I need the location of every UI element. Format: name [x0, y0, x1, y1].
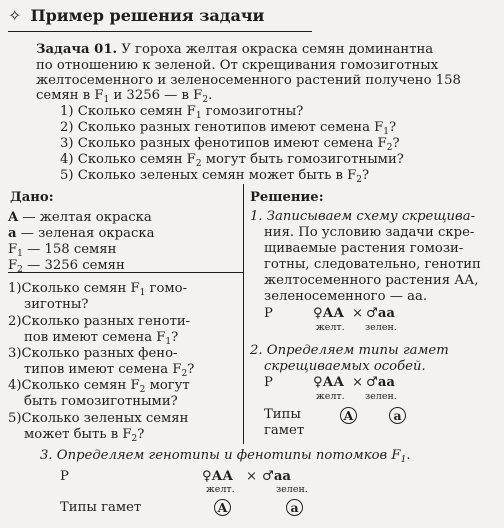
given-q-5a: 5)Сколько зеленых семян	[8, 411, 189, 426]
step1-label-yellow: желт.	[316, 322, 345, 333]
step2-gametes-label-2: гамет	[264, 423, 305, 438]
given-item-4: $F_2$ — 3256 семян	[8, 258, 125, 275]
given-q-4a: 4)Сколько семян $F_2$ могут	[8, 378, 190, 395]
task-question-2: 2) Сколько разных генотипов имеют семена $F_1$?	[60, 120, 397, 137]
task-line-4: семян в $F_1$ и 3256 — в $F_2$.	[36, 88, 213, 105]
given-q-3b: типов имеют семена $F_2$?	[24, 362, 195, 379]
task-question-1: 1) Сколько семян $F_1$ гомозиготны?	[60, 104, 304, 121]
section-header	[8, 6, 264, 25]
step1-label-green: зелен.	[365, 322, 397, 333]
given-item-2: a — зеленая окраска	[8, 226, 155, 241]
step2-p: Р	[264, 375, 273, 390]
four-point-star-icon: ✧	[8, 6, 22, 25]
step1-male: ♂аа	[366, 306, 395, 321]
step3-gamete-upper: А	[214, 497, 231, 516]
step1-line-1: 1. Записываем схему скрещива-	[250, 209, 476, 224]
step1-line-2: ния. По условию задачи скре-	[264, 225, 475, 240]
task-question-5: 5) Сколько зеленых семян может быть в $F_2$?	[60, 168, 370, 185]
task-number: Задача 01.	[36, 42, 118, 57]
step1-line-5: желтосеменного растения АА,	[264, 273, 479, 288]
task-question-3: 3) Сколько разных фенотипов имеют семена $F_2$?	[60, 136, 400, 153]
step2-label-green: зелен.	[365, 391, 397, 402]
step1-cross: ×	[352, 306, 364, 321]
step3-gamete-lower: а	[286, 497, 303, 516]
given-q-4b: быть гомозиготными?	[24, 394, 178, 409]
given-item-1: A — желтая окраска	[8, 210, 152, 225]
step1-p: Р	[264, 306, 273, 321]
given-heading: Дано:	[10, 190, 54, 205]
solution-heading: Решение:	[250, 190, 324, 205]
step1-line-3: щиваемые растения гомози-	[264, 241, 464, 256]
step2-cross: ×	[352, 375, 364, 390]
task-line-3: желтосеменного и зеленосеменного растений получено 158	[36, 73, 461, 88]
header-underline	[8, 31, 312, 32]
step3-male: ♂аа	[262, 469, 291, 484]
step2-male: ♂аа	[366, 375, 395, 390]
step3-label-green: зелен.	[276, 484, 308, 495]
step2-label-yellow: желт.	[316, 391, 345, 402]
task-question-4: 4) Сколько семян $F_2$ могут быть гомозиготными?	[60, 152, 404, 169]
given-q-5b: может быть в $F_2$?	[24, 427, 145, 444]
task-line-2: по отношению к зеленой. От скрещивания гомозиготных	[36, 58, 439, 73]
step3-title: 3. Определяем генотипы и фенотипы потомков $F_1$.	[40, 448, 411, 465]
given-q-2a: 2)Сколько разных геноти-	[8, 314, 191, 329]
step2-line-2: скрещиваемых особей.	[264, 359, 426, 374]
step2-gametes-label-1: Типы	[264, 407, 301, 422]
step3-gametes-label: Типы гамет	[60, 500, 142, 515]
step1-line-4: готны, следовательно, генотип	[264, 257, 481, 272]
step3-p: Р	[60, 469, 69, 484]
given-item-3: $F_1$ — 158 семян	[8, 242, 117, 259]
step2-gamete-lower: а	[389, 405, 406, 424]
given-q-1a: 1)Сколько семян $F_1$ гомо-	[8, 281, 188, 298]
step1-female: ♀АА	[313, 306, 345, 321]
step2-gamete-upper: А	[340, 405, 357, 424]
step2-female: ♀АА	[313, 375, 345, 390]
column-divider	[243, 184, 244, 444]
step1-line-6: зеленосеменного — аа.	[264, 289, 428, 304]
section-title: Пример решения задачи	[30, 6, 265, 25]
given-q-3a: 3)Сколько разных фено-	[8, 346, 178, 361]
step3-label-yellow: желт.	[206, 484, 235, 495]
step2-line-1: 2. Определяем типы гамет	[250, 343, 449, 358]
given-q-1b: зиготны?	[24, 297, 89, 312]
step3-female: ♀АА	[202, 469, 234, 484]
task-line-1: Задача 01. У гороха желтая окраска семян доминантна	[36, 42, 434, 57]
given-q-2b: пов имеют семена $F_1$?	[24, 330, 179, 347]
step3-cross: ×	[246, 469, 258, 484]
